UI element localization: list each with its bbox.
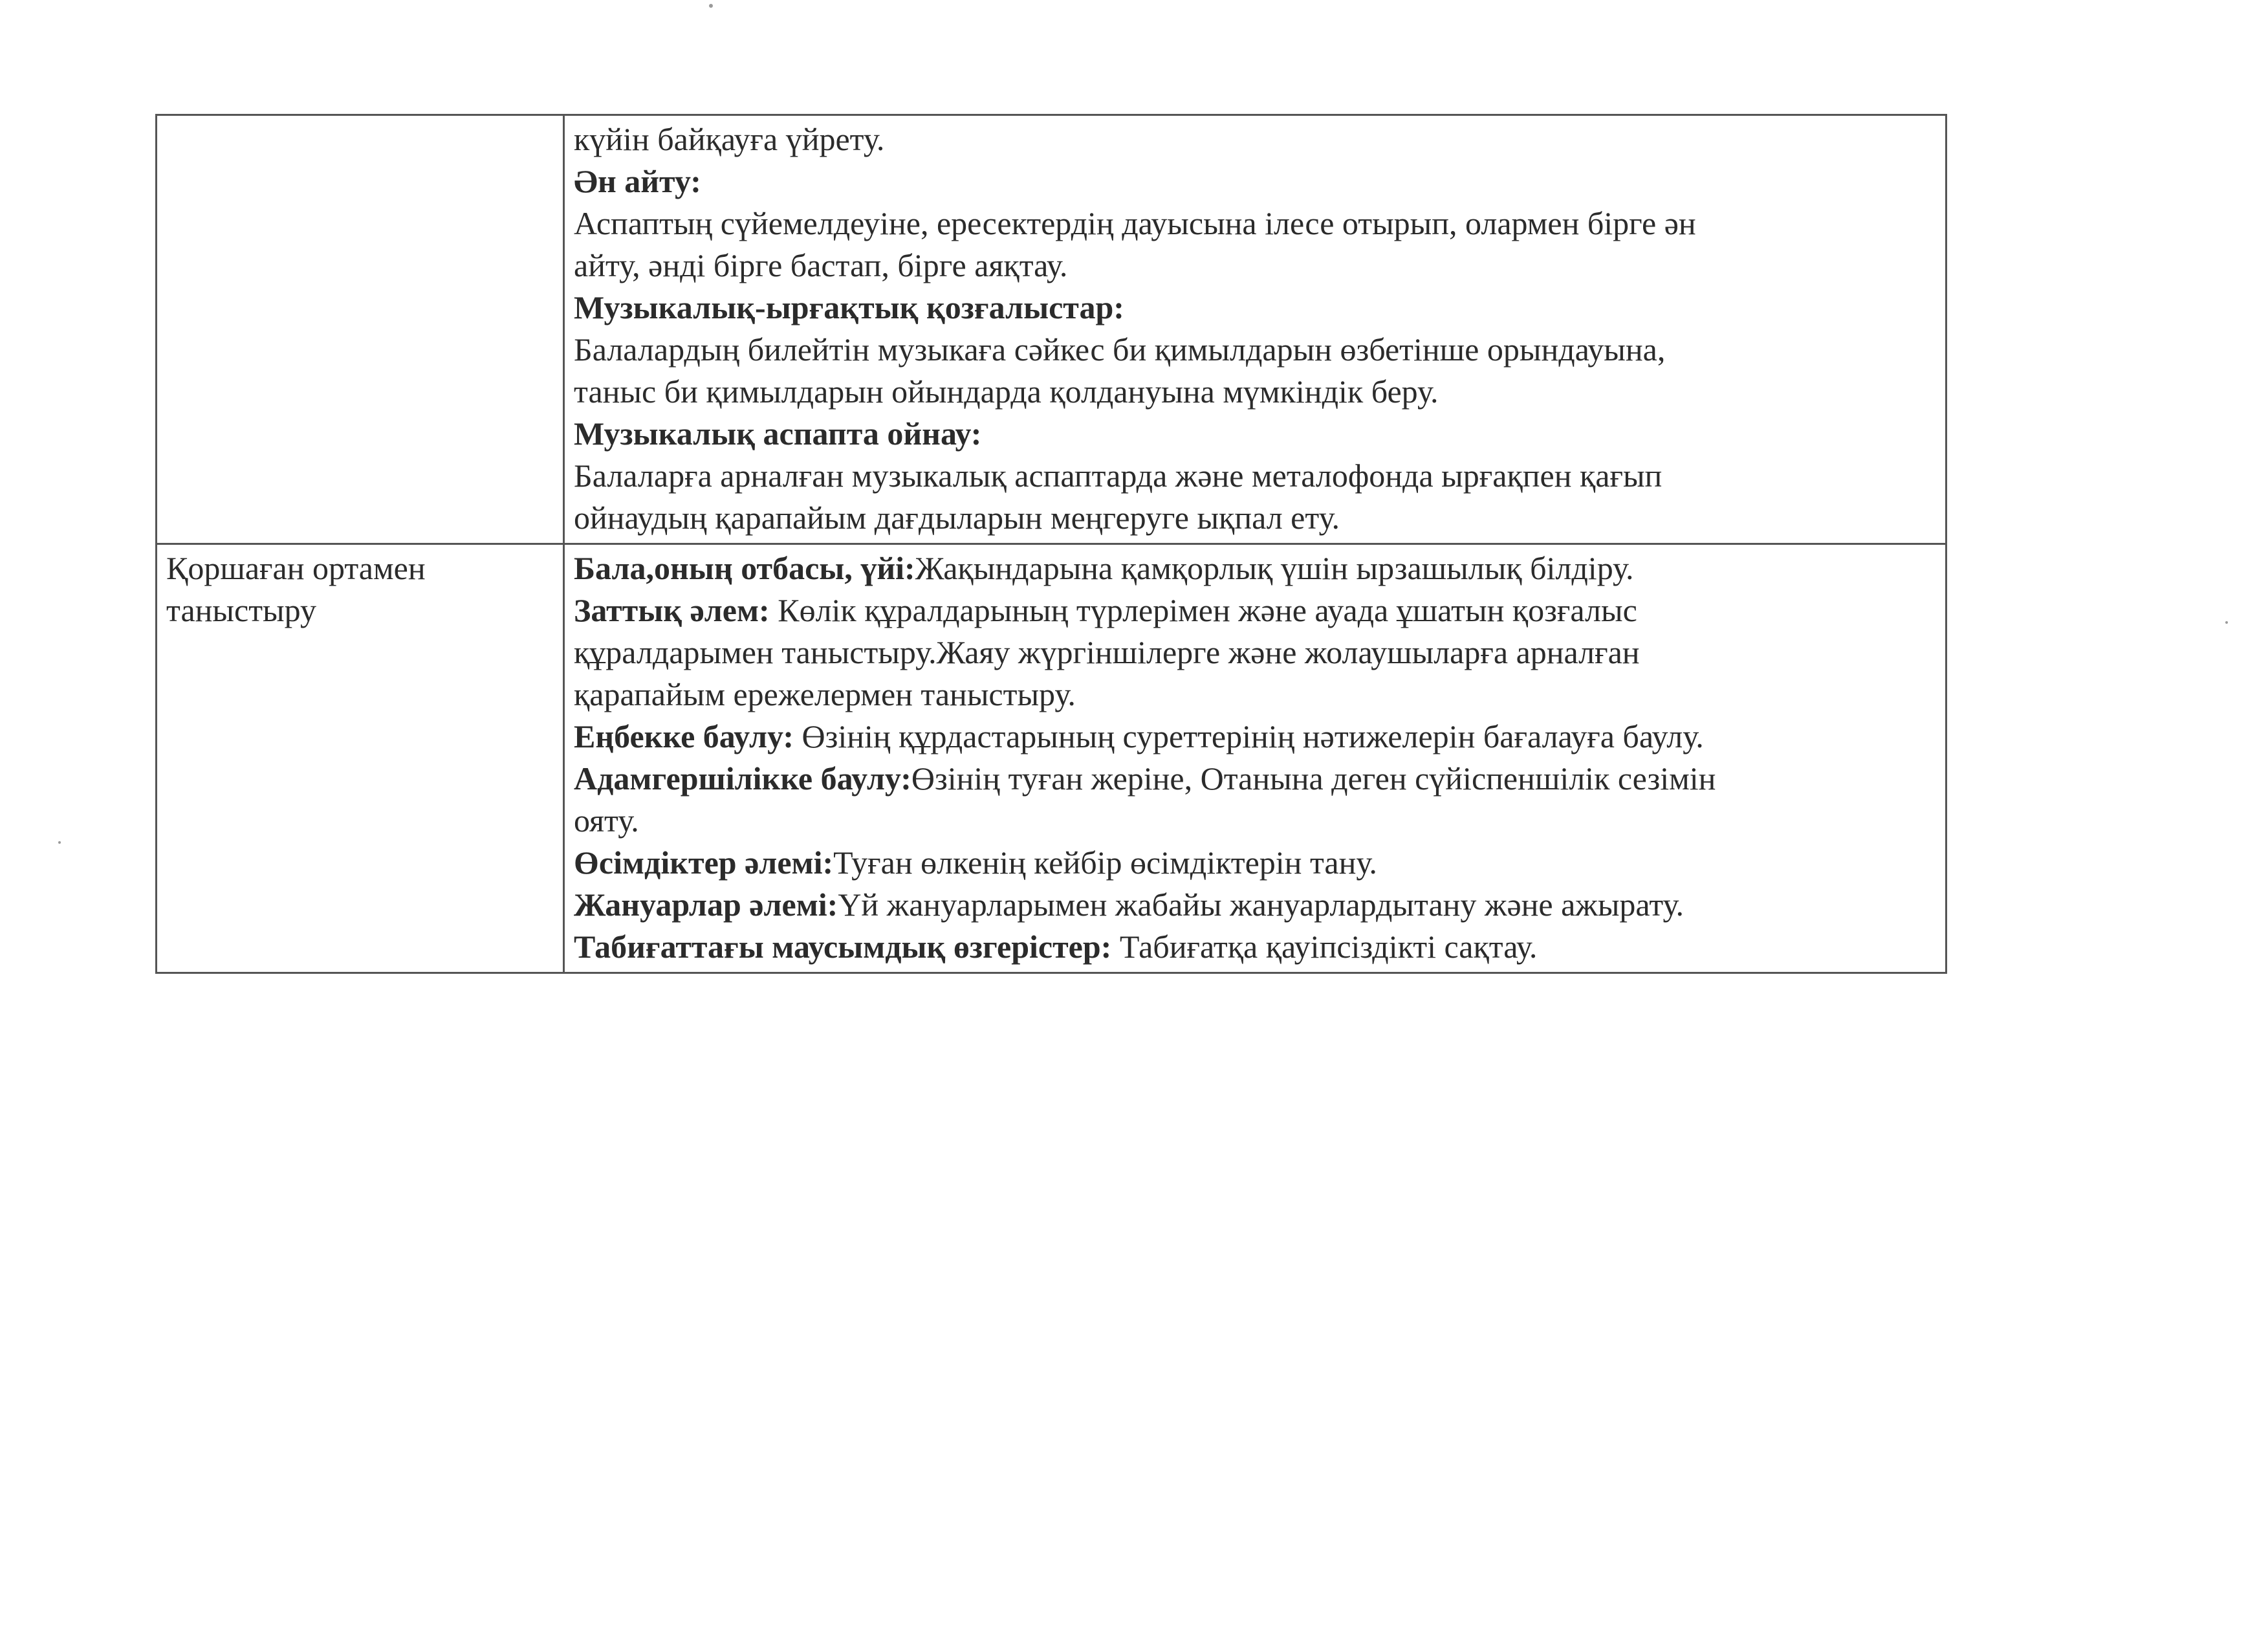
content-line: айту, әнді бірге бастап, бірге аяқтау. bbox=[574, 247, 1068, 283]
content-line: Адамгершілікке баулу:Өзінің туған жеріне, Отанына деген сүйіспеншілік сезімін bbox=[574, 760, 1716, 797]
content-line: Балалардың билейтін музыкаға сәйкес би қимылдарын өзбетінше орындауына, bbox=[574, 331, 1666, 368]
content-line: Өсімдіктер әлемі:Туған өлкенің кейбір өсімдіктерін тану. bbox=[574, 844, 1377, 881]
row1-content-cell bbox=[564, 115, 1946, 544]
section-heading: Музыкалық аспапта ойнау: bbox=[574, 415, 982, 452]
content-line: Жануарлар әлемі:Үй жануарларымен жабайы жануарлардытану және ажырату. bbox=[574, 886, 1685, 923]
row1-left-cell bbox=[157, 115, 564, 544]
subject-title-line: Қоршаған ортамен bbox=[166, 550, 426, 586]
content-line: Табиғаттағы маусымдық өзгерістер: Табиғатқа қауіпсіздікті сақтау. bbox=[574, 929, 1538, 965]
content-line: қарапайым ережелермен таныстыру. bbox=[574, 676, 1076, 712]
section-heading: Ән айту: bbox=[574, 163, 701, 199]
content-line: ояту. bbox=[574, 802, 639, 839]
content-line: Еңбекке баулу: Өзінің құрдастарының суреттерінің нәтижелерін бағалауға баулу. bbox=[574, 718, 1704, 754]
content-line: Заттық әлем: Көлік құралдарының түрлерімен және ауада ұшатын қозғалыс bbox=[574, 592, 1637, 628]
scan-speck bbox=[2225, 621, 2228, 624]
subject-title-line: таныстыру bbox=[166, 592, 316, 628]
section-heading: Музыкалық-ырғақтық қозғалыстар: bbox=[574, 289, 1124, 325]
content-line: Балаларға арналған музыкалық аспаптарда және металофонда ырғақпен қағып bbox=[574, 457, 1663, 494]
content-line: таныс би қимылдарын ойындарда қолдануына мүмкіндік беру. bbox=[574, 373, 1439, 410]
scan-speck bbox=[709, 4, 713, 8]
content-line: ойнаудың қарапайым дағдыларын меңгеруге ықпал ету. bbox=[574, 500, 1340, 536]
row2-content-cell bbox=[564, 544, 1946, 973]
table-row bbox=[157, 115, 1946, 544]
content-line: құралдарымен таныстыру.Жаяу жүргіншілерге және жолаушыларға арналған bbox=[574, 634, 1640, 670]
curriculum-table bbox=[155, 114, 1947, 974]
table-row bbox=[157, 544, 1946, 973]
content-line: Аспаптың сүйемелдеуіне, ересектердің дауысына ілесе отырып, олармен бірге ән bbox=[574, 205, 1696, 241]
scan-speck bbox=[58, 841, 61, 844]
content-line: Бала,оның отбасы, үйі:Жақындарына қамқорлық үшін ырзашылық білдіру. bbox=[574, 550, 1634, 586]
content-line: күйін байқауға үйрету. bbox=[574, 121, 885, 157]
row2-subject-cell bbox=[157, 544, 564, 973]
